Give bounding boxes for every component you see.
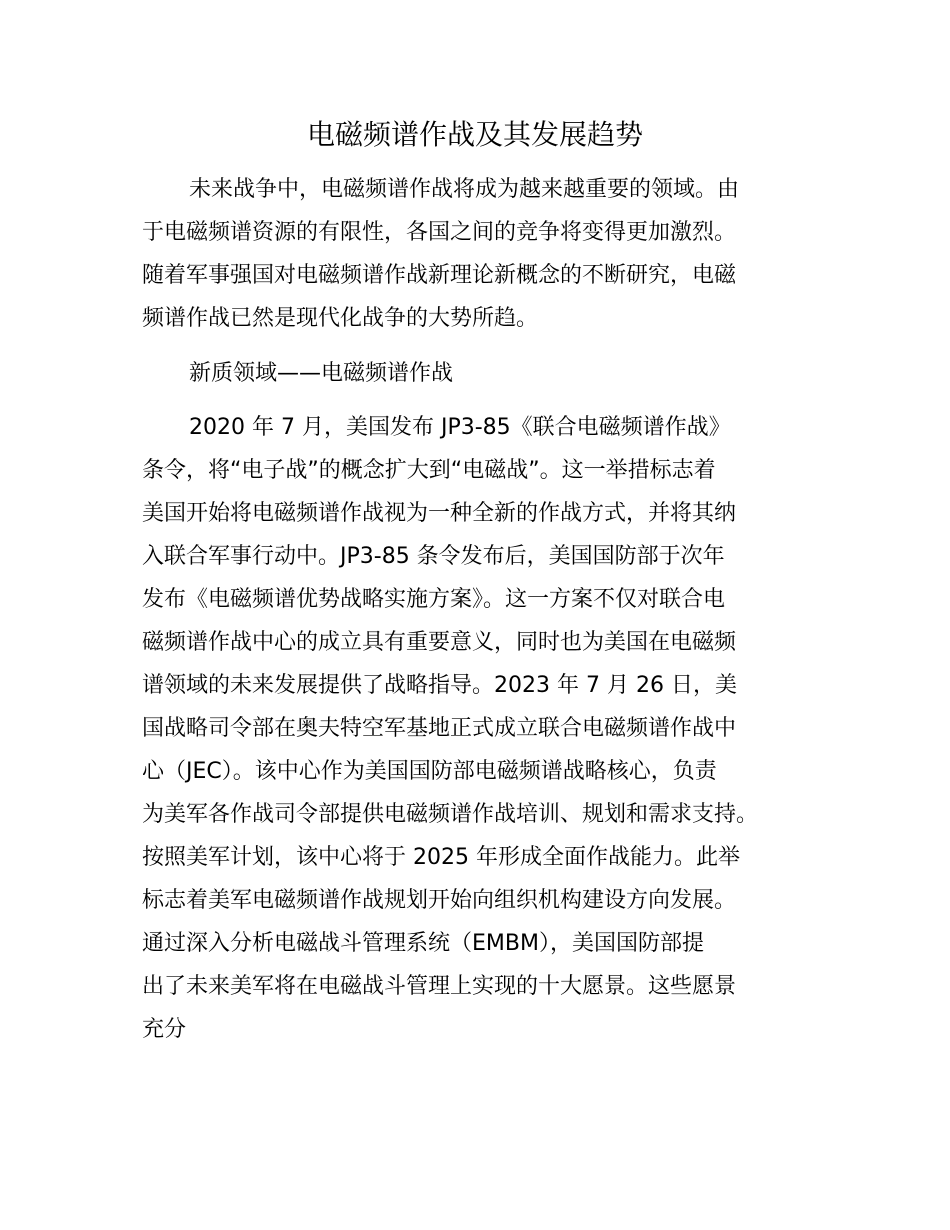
section-heading: 新质领域——电磁频谱作战	[189, 361, 454, 386]
paragraph-line: 心（JEC）。该中心作为美国国防部电磁频谱战略核心，负责	[142, 759, 717, 784]
paragraph-line: 频谱作战已然是现代化战争的大势所趋。	[142, 306, 539, 331]
paragraph-line: 入联合军事行动中。JP3-85 条令发布后，美国国防部于次年	[142, 544, 725, 569]
section-heading-block	[142, 352, 822, 395]
paragraph-line: 未来战争中，电磁频谱作战将成为越来越重要的领域。由	[189, 177, 740, 202]
document-title: 电磁频谱作战及其发展趋势	[306, 118, 643, 151]
paragraph-line: 磁频谱作战中心的成立具有重要意义，同时也为美国在电磁频	[142, 630, 737, 655]
paragraph-line: 条令，将“电子战”的概念扩大到“电磁战”。这一举措标志着	[142, 458, 716, 483]
paragraph-line: 随着军事强国对电磁频谱作战新理论新概念的不断研究，电磁	[142, 263, 737, 288]
paragraph-line: 充分	[142, 1017, 187, 1042]
paragraph-line: 发布《电磁频谱优势战略实施方案》。这一方案不仅对联合电	[142, 587, 726, 612]
paragraph-line: 国战略司令部在奥夫特空军基地正式成立联合电磁频谱作战中	[142, 716, 737, 741]
intro-paragraph	[142, 168, 822, 340]
body-paragraph	[142, 406, 822, 1051]
paragraph-line: 标志着美军电磁频谱作战规划开始向组织机构建设方向发展。	[142, 888, 737, 913]
paragraph-line: 于电磁频谱资源的有限性，各国之间的竞争将变得更加激烈。	[142, 220, 737, 245]
paragraph-line: 通过深入分析电磁战斗管理系统（EMBM），美国国防部提	[142, 931, 704, 956]
paragraph-line: 出了未来美军将在电磁战斗管理上实现的十大愿景。这些愿景	[142, 974, 737, 999]
paragraph-line: 2020 年 7 月，美国发布 JP3-85《联合电磁频谱作战》	[189, 415, 731, 440]
paragraph-line: 谱领域的未来发展提供了战略指导。2023 年 7 月 26 日，美	[142, 673, 737, 698]
paragraph-line: 为美军各作战司令部提供电磁频谱作战培训、规划和需求支持。	[142, 802, 759, 827]
paragraph-line: 按照美军计划，该中心将于 2025 年形成全面作战能力。此举	[142, 845, 740, 870]
paragraph-line: 美国开始将电磁频谱作战视为一种全新的作战方式，并将其纳	[142, 501, 737, 526]
